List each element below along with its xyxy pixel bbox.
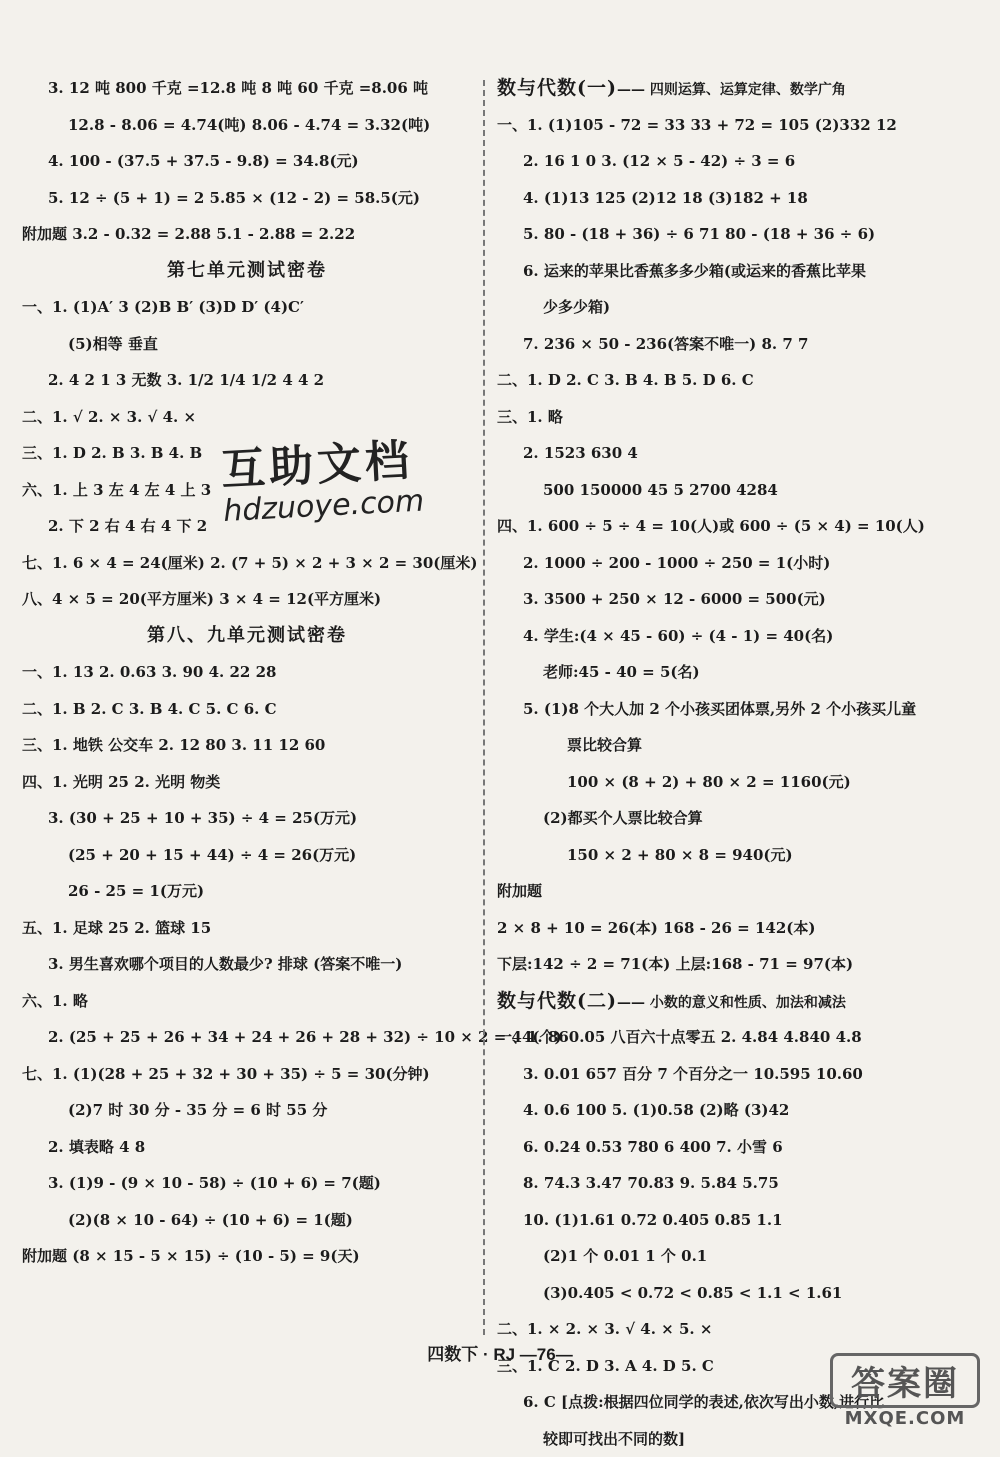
answer-line: 4. 100 - (37.5 + 37.5 - 9.8) = 34.8(元) — [22, 143, 472, 180]
answer-line: 2. (25 + 25 + 26 + 34 + 24 + 26 + 28 + 32) ÷ 10 × 2 = 44(个) — [22, 1019, 472, 1056]
answer-line: 二、1. D 2. C 3. B 4. B 5. D 6. C — [497, 362, 977, 399]
answer-line: 5. 80 - (18 + 36) ÷ 6 71 80 - (18 + 36 ÷ 6) — [497, 216, 977, 253]
answer-line: 较即可找出不同的数] — [497, 1421, 977, 1457]
answer-line: 下层:142 ÷ 2 = 71(本) 上层:168 - 71 = 97(本) — [497, 946, 977, 983]
left-column — [22, 70, 472, 1275]
answer-line: (5)相等 垂直 — [22, 326, 472, 363]
answer-line: 2. 填表略 4 8 — [22, 1129, 472, 1166]
site-logo — [830, 1353, 980, 1433]
answer-line: (2)(8 × 10 - 64) ÷ (10 + 6) = 1(题) — [22, 1202, 472, 1239]
answer-line: 附加题 — [497, 873, 977, 910]
answer-line: 一、1. 860.05 八百六十点零五 2. 4.84 4.840 4.8 — [497, 1019, 977, 1056]
logo-text: 答案圈 — [830, 1353, 980, 1408]
right-column — [497, 70, 977, 1457]
answer-line: 5. (1)8 个大人加 2 个小孩买团体票,另外 2 个小孩买儿童 — [497, 691, 977, 728]
answer-line: 2. 16 1 0 3. (12 × 5 - 42) ÷ 3 = 6 — [497, 143, 977, 180]
answer-line: 3. (30 + 25 + 10 + 35) ÷ 4 = 25(万元) — [22, 800, 472, 837]
answer-line: 6. C [点拨:根据四位同学的表述,依次写出小数,进行比 — [497, 1384, 977, 1421]
answer-line: 3. 3500 + 250 × 12 - 6000 = 500(元) — [497, 581, 977, 618]
answer-line: 五、1. 足球 25 2. 篮球 15 — [22, 910, 472, 947]
answer-line: 八、4 × 5 = 20(平方厘米) 3 × 4 = 12(平方厘米) — [22, 581, 472, 618]
answer-line: 3. (1)9 - (9 × 10 - 58) ÷ (10 + 6) = 7(题) — [22, 1165, 472, 1202]
section-heading — [497, 70, 977, 107]
answer-line: 150 × 2 + 80 × 8 = 940(元) — [497, 837, 977, 874]
answer-line: (3)0.405 < 0.72 < 0.85 < 1.1 < 1.61 — [497, 1275, 977, 1312]
answer-line: 26 - 25 = 1(万元) — [22, 873, 472, 910]
answer-line: 12.8 - 8.06 = 4.74(吨) 8.06 - 4.74 = 3.32(吨) — [22, 107, 472, 144]
section-heading — [497, 983, 977, 1020]
section-subtitle: —— 小数的意义和性质、加法和减法 — [617, 995, 846, 1011]
section-title: 数与代数(一) — [497, 77, 617, 99]
answer-line: (2)1 个 0.01 1 个 0.1 — [497, 1238, 977, 1275]
watermark-stamp — [219, 422, 454, 544]
answer-line: 附加题 3.2 - 0.32 = 2.88 5.1 - 2.88 = 2.22 — [22, 216, 472, 253]
answer-line: 七、1. 6 × 4 = 24(厘米) 2. (7 + 5) × 2 + 3 × 2 = 30(厘米) — [22, 545, 472, 582]
section-subtitle: —— 四则运算、运算定律、数学广角 — [617, 82, 846, 98]
answer-line: 四、1. 光明 25 2. 光明 物类 — [22, 764, 472, 801]
answer-line: 票比较合算 — [497, 727, 977, 764]
page-footer: 四数下 · RJ —76— — [0, 1340, 1000, 1365]
answer-line: 2. 4 2 1 3 无数 3. 1/2 1/4 1/2 4 4 2 — [22, 362, 472, 399]
answer-line: 一、1. 13 2. 0.63 3. 90 4. 22 28 — [22, 654, 472, 691]
answer-line: 3. 0.01 657 百分 7 个百分之一 10.595 10.60 — [497, 1056, 977, 1093]
answer-line: 附加题 (8 × 15 - 5 × 15) ÷ (10 - 5) = 9(天) — [22, 1238, 472, 1275]
answer-line: 二、1. B 2. C 3. B 4. C 5. C 6. C — [22, 691, 472, 728]
logo-url: MXQE.COM — [830, 1408, 980, 1429]
answer-line: 100 × (8 + 2) + 80 × 2 = 1160(元) — [497, 764, 977, 801]
answer-line: 2. 1523 630 4 — [497, 435, 977, 472]
answer-line: 三、1. C 2. D 3. A 4. D 5. C — [497, 1348, 977, 1385]
section-title: 数与代数(二) — [497, 990, 617, 1012]
answer-line: 4. (1)13 125 (2)12 18 (3)182 + 18 — [497, 180, 977, 217]
unit-heading: 第八、九单元测试密卷 — [22, 618, 472, 655]
watermark-url: hdzuoye.com — [222, 482, 454, 529]
answer-line: 500 150000 45 5 2700 4284 — [497, 472, 977, 509]
answer-line: 六、1. 上 3 左 4 左 4 上 3 — [22, 472, 472, 509]
answer-line: 三、1. 地铁 公交车 2. 12 80 3. 11 12 60 — [22, 727, 472, 764]
answer-line: 七、1. (1)(28 + 25 + 32 + 30 + 35) ÷ 5 = 30(分钟) — [22, 1056, 472, 1093]
answer-line: 老师:45 - 40 = 5(名) — [497, 654, 977, 691]
answer-line: 二、1. × 2. × 3. √ 4. × 5. × — [497, 1311, 977, 1348]
watermark-text: 互助文档 — [219, 422, 452, 498]
answer-line: 2. 下 2 右 4 右 4 下 2 — [22, 508, 472, 545]
answer-line: 7. 236 × 50 - 236(答案不唯一) 8. 7 7 — [497, 326, 977, 363]
answer-line: 一、1. (1)A′ 3 (2)B B′ (3)D D′ (4)C′ — [22, 289, 472, 326]
answer-line: 三、1. D 2. B 3. B 4. B — [22, 435, 472, 472]
answer-line: 6. 0.24 0.53 780 6 400 7. 小雪 6 — [497, 1129, 977, 1166]
unit-heading: 第七单元测试密卷 — [22, 253, 472, 290]
answer-line: 少多少箱) — [497, 289, 977, 326]
answer-line: (2)7 时 30 分 - 35 分 = 6 时 55 分 — [22, 1092, 472, 1129]
answer-line: 6. 运来的苹果比香蕉多多少箱(或运来的香蕉比苹果 — [497, 253, 977, 290]
answer-line: 二、1. √ 2. × 3. √ 4. × — [22, 399, 472, 436]
answer-line: 8. 74.3 3.47 70.83 9. 5.84 5.75 — [497, 1165, 977, 1202]
column-divider — [483, 80, 485, 1335]
answer-line: 六、1. 略 — [22, 983, 472, 1020]
answer-line: 四、1. 600 ÷ 5 ÷ 4 = 10(人)或 600 ÷ (5 × 4) = 10(人) — [497, 508, 977, 545]
answer-line: 一、1. (1)105 - 72 = 33 33 + 72 = 105 (2)332 12 — [497, 107, 977, 144]
answer-line: 5. 12 ÷ (5 + 1) = 2 5.85 × (12 - 2) = 58.5(元) — [22, 180, 472, 217]
answer-line: (2)都买个人票比较合算 — [497, 800, 977, 837]
answer-line: 4. 学生:(4 × 45 - 60) ÷ (4 - 1) = 40(名) — [497, 618, 977, 655]
answer-line: 三、1. 略 — [497, 399, 977, 436]
answer-line: 2 × 8 + 10 = 26(本) 168 - 26 = 142(本) — [497, 910, 977, 947]
answer-line: 3. 男生喜欢哪个项目的人数最少? 排球 (答案不唯一) — [22, 946, 472, 983]
answer-line: (25 + 20 + 15 + 44) ÷ 4 = 26(万元) — [22, 837, 472, 874]
answer-line: 3. 12 吨 800 千克 =12.8 吨 8 吨 60 千克 =8.06 吨 — [22, 70, 472, 107]
answer-line: 4. 0.6 100 5. (1)0.58 (2)略 (3)42 — [497, 1092, 977, 1129]
answer-line: 2. 1000 ÷ 200 - 1000 ÷ 250 = 1(小时) — [497, 545, 977, 582]
answer-line: 10. (1)1.61 0.72 0.405 0.85 1.1 — [497, 1202, 977, 1239]
